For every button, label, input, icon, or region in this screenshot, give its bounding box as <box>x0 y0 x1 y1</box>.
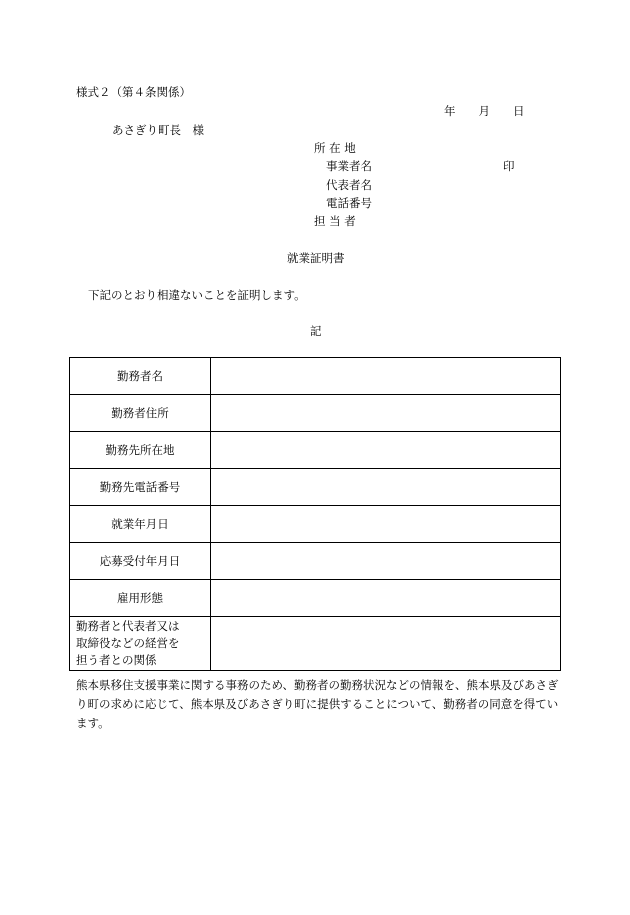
addressee: あさぎり町長 様 <box>112 123 204 137</box>
relation-label <box>70 617 211 671</box>
relation-label-line: 勤務者と代表者又は <box>76 619 180 633</box>
row-label: 雇用形態 <box>70 580 211 617</box>
table-row <box>70 395 561 432</box>
table-row <box>70 543 561 580</box>
representative-label: 代表者名 <box>326 178 372 192</box>
table-row <box>70 506 561 543</box>
table-row <box>70 617 561 671</box>
consent-notice: 熊本県移住支援事業に関する事務のため、勤務者の勤務状況などの情報を、熊本県及びあさぎり町の求めに応じて、熊本県及びあさぎり町に提供することについて、勤務者の同意を得ています。 <box>76 678 559 730</box>
worker-name-field[interactable] <box>211 358 561 395</box>
employment-type-field[interactable] <box>211 580 561 617</box>
employment-date-field[interactable] <box>211 506 561 543</box>
contact-person-label: 担 当 者 <box>314 214 356 228</box>
row-label: 勤務者住所 <box>70 395 211 432</box>
document-title: 就業証明書 <box>287 251 345 265</box>
location-label: 所 在 地 <box>314 141 356 155</box>
date-line: 年 月 日 <box>444 104 525 118</box>
seal-mark: 印 <box>503 159 515 173</box>
worker-address-field[interactable] <box>211 395 561 432</box>
row-label: 勤務者名 <box>70 358 211 395</box>
workplace-phone-field[interactable] <box>211 469 561 506</box>
form-number: 様式２（第４条関係） <box>76 85 191 99</box>
table-row <box>70 432 561 469</box>
application-date-field[interactable] <box>211 543 561 580</box>
row-label: 応募受付年月日 <box>70 543 211 580</box>
statement: 下記のとおり相違ないことを証明します。 <box>88 288 306 302</box>
business-name-label: 事業者名 <box>326 159 372 173</box>
table-row <box>70 358 561 395</box>
certificate-table <box>69 357 561 671</box>
ki-mark: 記 <box>310 324 322 338</box>
row-label: 就業年月日 <box>70 506 211 543</box>
relation-label-line: 取締役などの経営を <box>76 636 180 650</box>
row-label: 勤務先電話番号 <box>70 469 211 506</box>
relationship-field[interactable] <box>211 617 561 671</box>
relation-label-line: 担う者との関係 <box>76 653 157 667</box>
row-label: 勤務先所在地 <box>70 432 211 469</box>
phone-label: 電話番号 <box>326 196 372 210</box>
workplace-address-field[interactable] <box>211 432 561 469</box>
table-row <box>70 469 561 506</box>
table-row <box>70 580 561 617</box>
